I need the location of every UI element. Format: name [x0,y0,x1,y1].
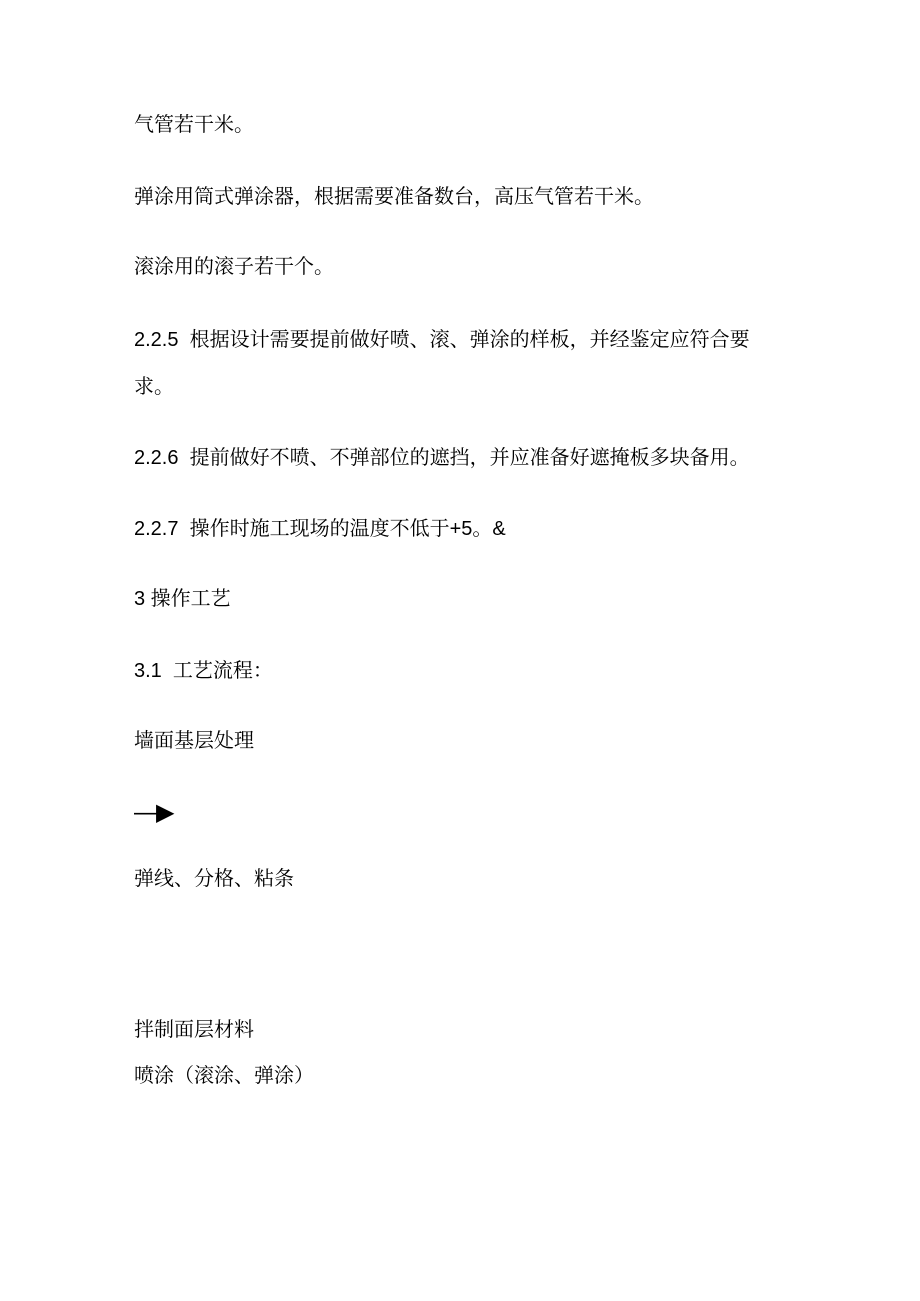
section-3-heading: 3 操作工艺 [134,588,231,610]
paragraph-air-hose: 气管若干米。 [134,114,254,136]
flow-step-snapping-lines: 弹线、分格、粘条 [134,868,294,890]
paragraph-elastic-coater: 弹涂用筒式弹涂器，根据需要准备数台，高压气管若干米。 [134,186,654,208]
section-3-1-heading: 3.1 工艺流程： [134,660,273,682]
clause-2-2-7: 2.2.7 操作时施工现场的温度不低于+5。& [134,518,506,540]
clause-2-2-5: 2.2.5 根据设计需要提前做好喷、滚、弹涂的样板，并经鉴定应符合要求。 [134,329,750,398]
paragraph-rollers: 滚涂用的滚子若干个。 [134,256,334,278]
flow-step-mixing-material: 拌制面层材料 [134,1019,254,1041]
clause-2-2-6: 2.2.6 提前做好不喷、不弹部位的遮挡，并应准备好遮掩板多块备用。 [134,447,750,469]
arrow-right-icon: —▶ [134,799,173,826]
flow-step-spraying: 喷涂（滚涂、弹涂） [134,1065,314,1087]
flow-step-base-treatment: 墙面基层处理 [134,730,254,752]
